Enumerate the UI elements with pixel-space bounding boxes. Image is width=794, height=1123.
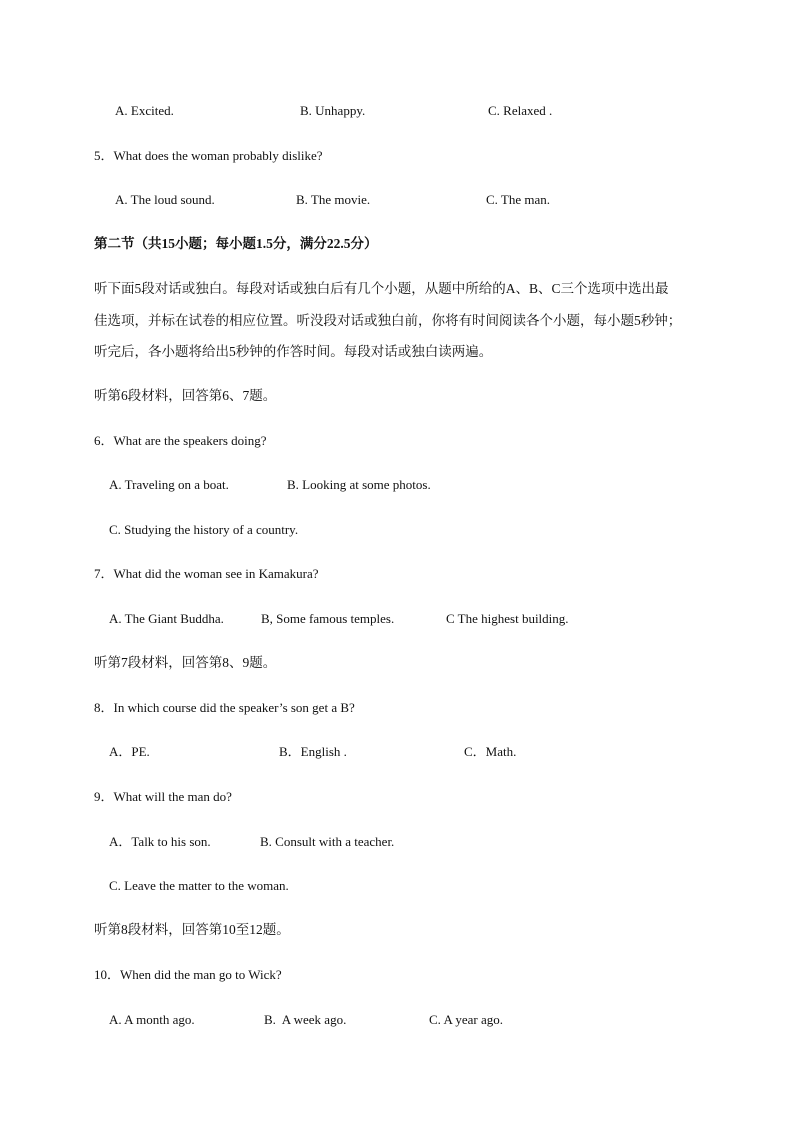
q10-option-b: B. A week ago. xyxy=(264,1012,347,1027)
q9-question: 9．What will the man do? xyxy=(94,789,232,804)
q5-question: 5．What does the woman probably dislike? xyxy=(94,148,323,163)
section-heading: 第二节（共15小题；每小题1.5分，满分22.5分） xyxy=(94,236,378,251)
q9-option-a: A．Talk to his son. xyxy=(109,834,211,849)
q6-option-b: B. Looking at some photos. xyxy=(287,477,431,492)
instruction-line-1: 听下面5段对话或独白。每段对话或独白后有几个小题，从题中所给的A、B、C三个选项中选出最 xyxy=(94,281,669,296)
q5-option-b: B. The movie. xyxy=(296,192,371,207)
q8-question: 8．In which course did the speaker’s son get a B? xyxy=(94,700,355,715)
q4-option-c: C. Relaxed . xyxy=(488,103,553,118)
q6-option-a: A. Traveling on a boat. xyxy=(109,477,229,492)
q8-option-a: A．PE. xyxy=(109,744,150,759)
q4-option-b: B. Unhappy. xyxy=(300,103,366,118)
q7-option-b: B, Some famous temples. xyxy=(261,611,395,626)
material-8-instruction: 听第8段材料，回答第10至12题。 xyxy=(94,922,290,937)
material-6-instruction: 听第6段材料，回答第6、7题。 xyxy=(94,388,277,403)
instruction-line-3: 听完后，各小题将给出5秒钟的作答时间。每段对话或独白读两遍。 xyxy=(94,344,493,359)
q9-option-b: B. Consult with a teacher. xyxy=(260,834,395,849)
q6-question: 6．What are the speakers doing? xyxy=(94,433,267,448)
q10-question: 10．When did the man go to Wick? xyxy=(94,967,282,982)
instruction-line-2: 佳选项，并标在试卷的相应位置。听没段对话或独白前，你将有时间阅读各个小题，每小题5秒钟； xyxy=(94,313,682,328)
q5-option-a: A. The loud sound. xyxy=(115,192,215,207)
q5-option-c: C. The man. xyxy=(486,192,551,207)
q7-option-a: A. The Giant Buddha. xyxy=(109,611,224,626)
q7-option-c: C The highest building. xyxy=(446,611,569,626)
q8-option-c: C．Math. xyxy=(464,744,517,759)
q7-question: 7．What did the woman see in Kamakura? xyxy=(94,566,319,581)
q8-option-b: B．English . xyxy=(279,744,347,759)
q4-option-a: A. Excited. xyxy=(115,103,174,118)
q6-option-c: C. Studying the history of a country. xyxy=(109,522,299,537)
q10-option-a: A. A month ago. xyxy=(109,1012,195,1027)
q9-option-c: C. Leave the matter to the woman. xyxy=(109,878,289,893)
q10-option-c: C. A year ago. xyxy=(429,1012,504,1027)
material-7-instruction: 听第7段材料，回答第8、9题。 xyxy=(94,655,277,670)
